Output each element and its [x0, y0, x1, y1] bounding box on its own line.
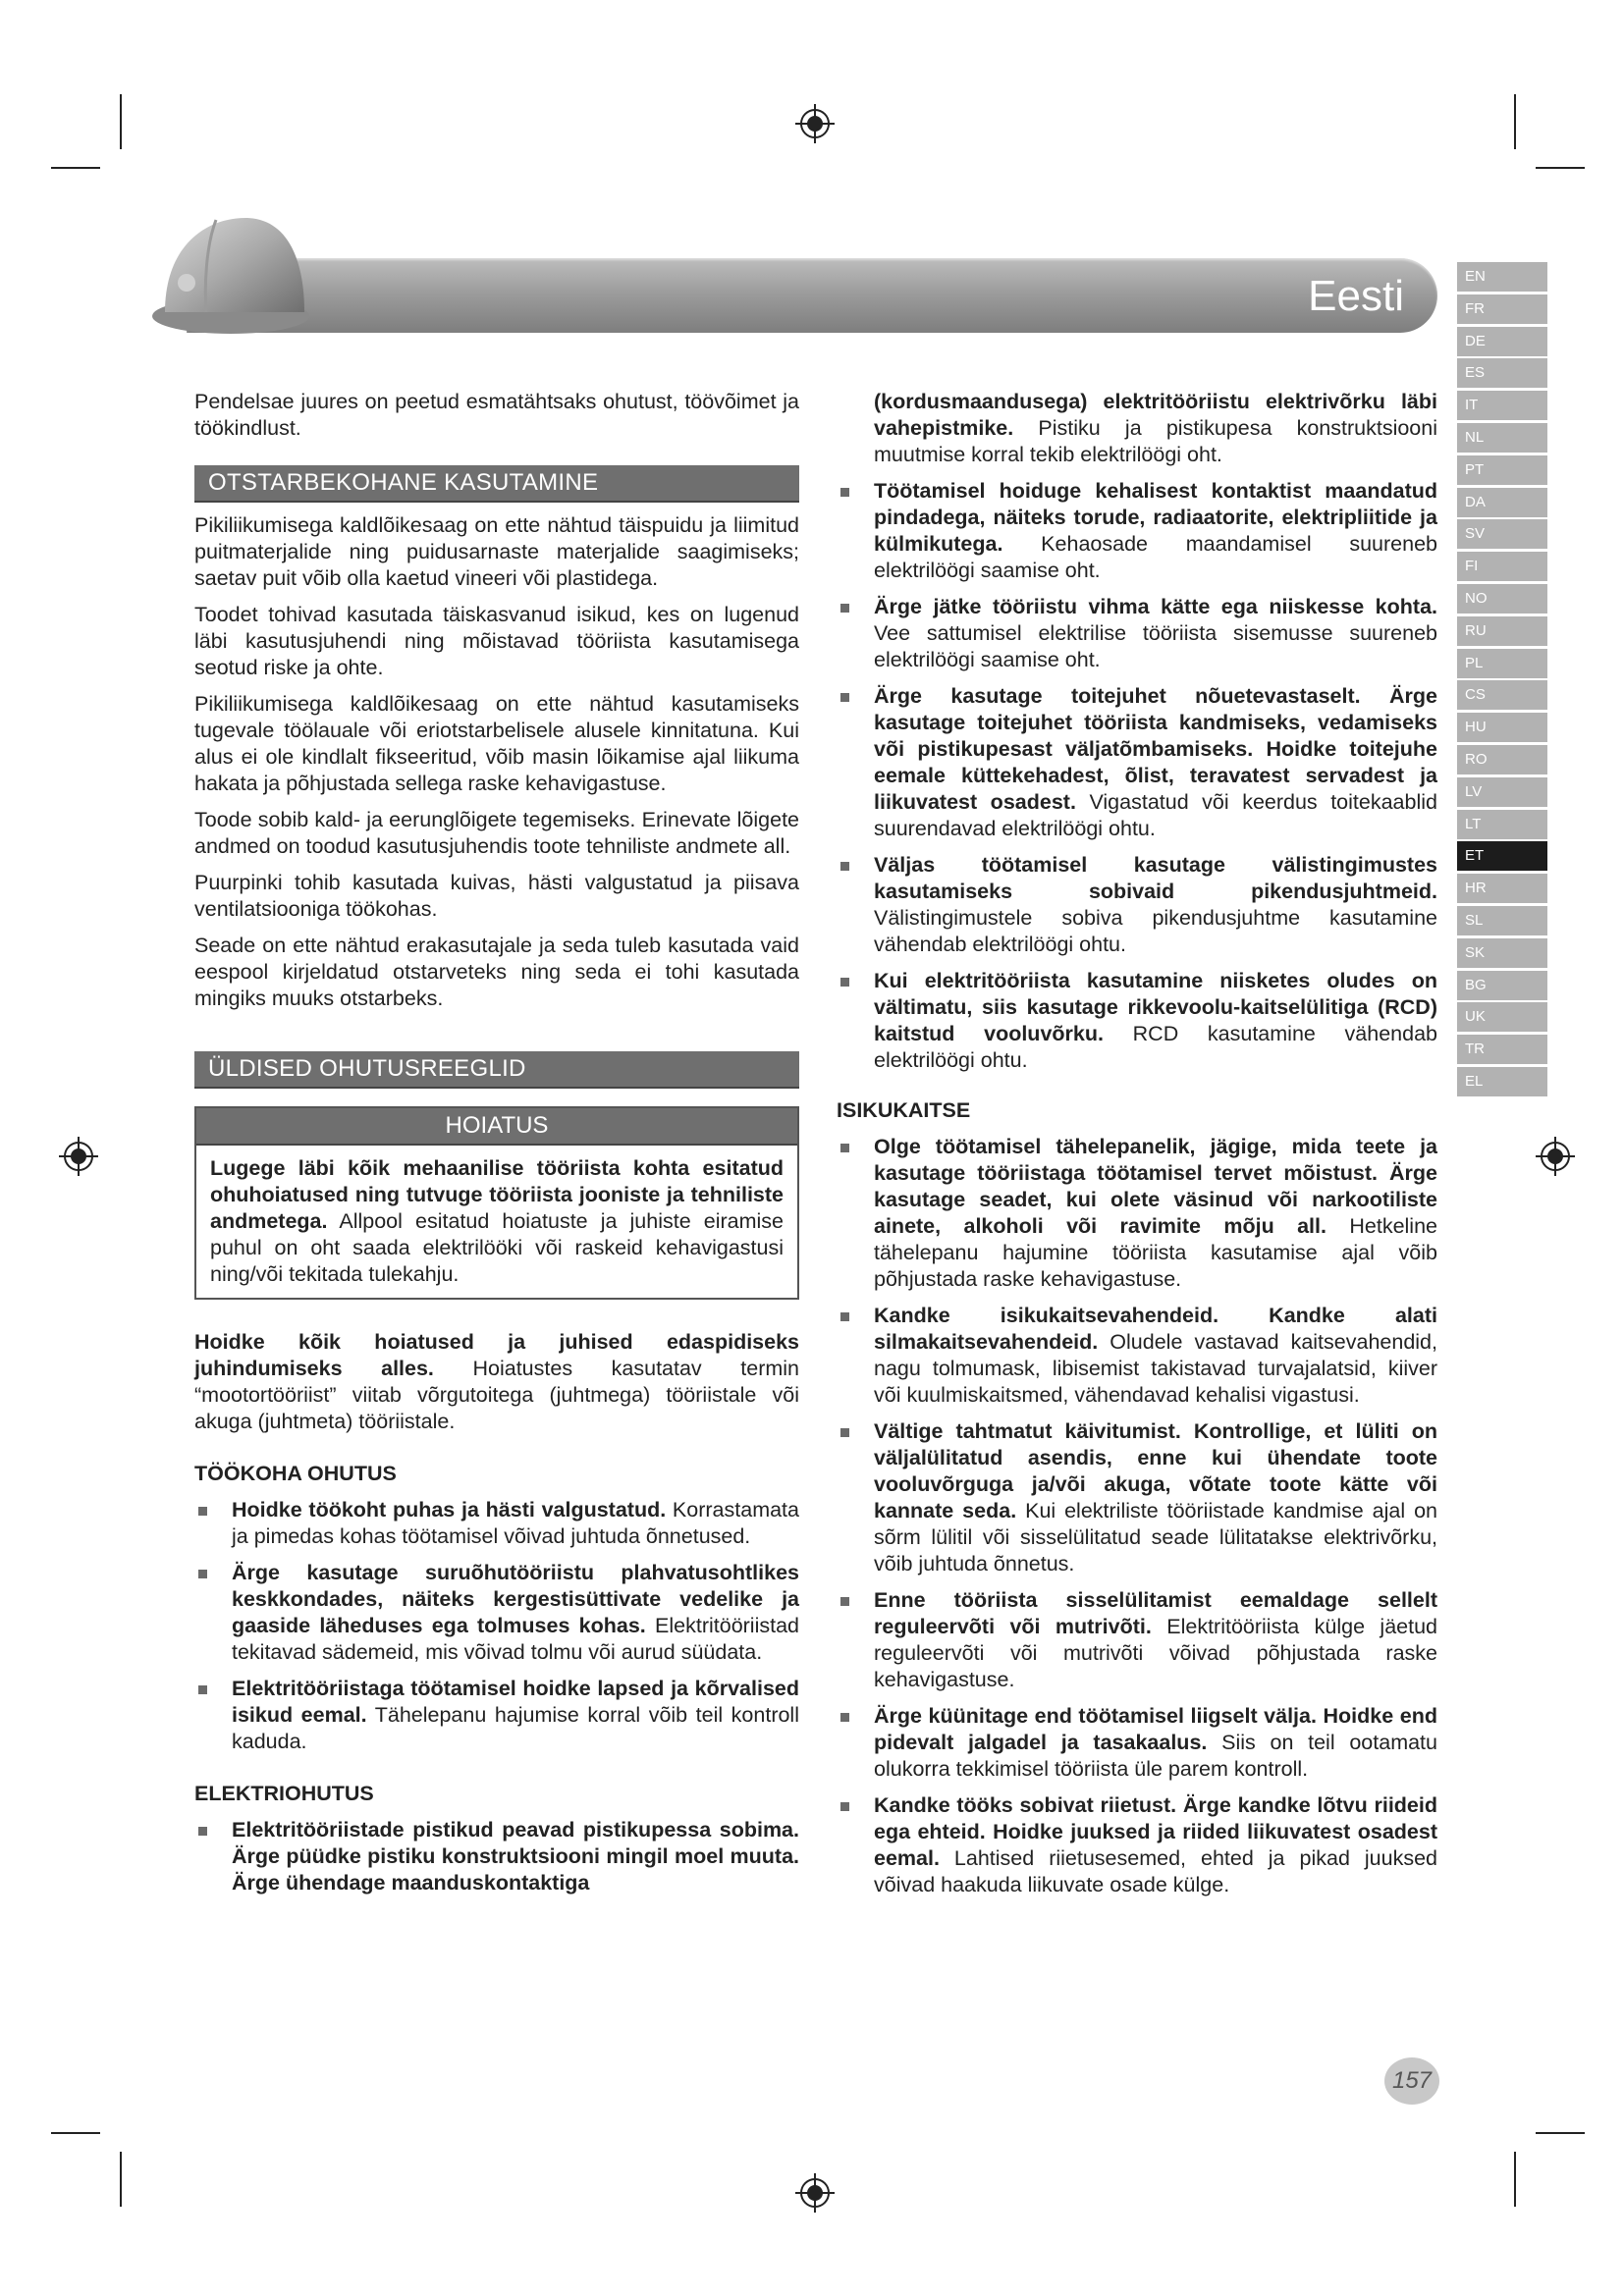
section-heading-intended-use: OTSTARBEKOHANE KASUTAMINE — [194, 465, 799, 503]
list-item: Väljas töötamisel kasutage välistingimustes kasutamiseks sobivaid pikendusjuhtmeid. Välistingimustele sobiva pikendusjuhtme kasutamine vähendab elektrilöögi ohtu. — [837, 852, 1437, 958]
language-tab-lt[interactable]: LT — [1457, 810, 1547, 839]
language-tab-ru[interactable]: RU — [1457, 616, 1547, 646]
crop-mark — [1536, 167, 1585, 169]
language-tab-el[interactable]: EL — [1457, 1067, 1547, 1096]
subheading-electrical: ELEKTRIOHUTUS — [194, 1782, 374, 1805]
language-tab-sk[interactable]: SK — [1457, 938, 1547, 968]
list-item: Elektritööriistade pistikud peavad pistikupessa sobima. Ärge püüdke pistiku konstruktsiooni mingil moel muuta. Ärge ühendage maanduskontaktiga — [194, 1817, 799, 1896]
list-item: Ärge kasutage toitejuhet nõuetevastaselt. Ärge kasutage toitejuhet tööriista kandmiseks, vedamiseks või pistikupesast väljatõmbamiseks. Hoidke toitejuhe eemale küttekehadest, õlist, teravatest servadest ja liikuvatest osadest. Vigastatud või keerdus toitekaablid suurendavad elektrilöögi ohtu. — [837, 683, 1437, 842]
language-tab-fi[interactable]: FI — [1457, 552, 1547, 581]
keep-instructions: Hoidke kõik hoiatused ja juhised edaspidiseks juhindumiseks alles. Hoiatustes kasutatav termin “mootortööriist” viitab võrgutoitega (juhtmega) tööriistale või akuga (juhtmeta) tööriistale. — [194, 1330, 799, 1433]
electrical-list — [194, 1817, 799, 1896]
language-tab-pl[interactable]: PL — [1457, 649, 1547, 678]
list-item: Töötamisel hoiduge kehalisest kontaktist maandatud pindadega, näiteks torude, radiaatorite, elektripliitide ja külmikutega. Kehaosade maandamisel suureneb elektrilöögi saamise oht. — [837, 478, 1437, 584]
list-item: Vältige tahtmatut käivitumist. Kontrollige, et lüliti on väljalülitatud asendis, enne kui ühendate toote vooluvõrguga ja/või akuga, võtate toote kätte või kannate seda. Kui elektriliste tööriistade kandmise ajal on sõrm lülitil või sisselülitatud seade lülitatakse elektrivõrku, võib juhtuda õnnetus. — [837, 1418, 1437, 1577]
list-item: Kui elektritööriista kasutamine niisketes oludes on vältimatu, siis kasutage rikkevoolu-kaitselülitiga (RCD) kaitstud vooluvõrku. RCD kasutamine vähendab elektrilöögi ohtu. — [837, 968, 1437, 1074]
language-tab-hu[interactable]: HU — [1457, 713, 1547, 742]
list-item: Kandke tööks sobivat riietust. Ärge kandke lõtvu riideid ega ehteid. Hoidke juuksed ja riided liikuvatest osadest eemal. Lahtised riietusesemed, ehted ja pikad juuksed võivad haakuda liikuvate osade külge. — [837, 1792, 1437, 1898]
language-tab-es[interactable]: ES — [1457, 358, 1547, 388]
language-tab-sv[interactable]: SV — [1457, 519, 1547, 549]
crop-mark — [120, 2152, 122, 2207]
language-tab-pt[interactable]: PT — [1457, 455, 1547, 485]
page-title: Eesti — [1308, 272, 1404, 320]
language-tab-da[interactable]: DA — [1457, 488, 1547, 517]
list-item: Kandke isikukaitsevahendeid. Kandke alati silmakaitsevahendeid. Oludele vastavad kaitsevahendid, nagu tolmumask, libisemist takistavad turvajalatsid, kiiver või kuulmiskaitsmed, vähendavad kehalisi vigastusi. — [837, 1303, 1437, 1409]
electrical-list-continued — [837, 478, 1437, 1074]
language-tab-nl[interactable]: NL — [1457, 423, 1547, 453]
section-heading-general-safety: ÜLDISED OHUTUSREEGLID — [194, 1051, 799, 1089]
paragraph: Seade on ette nähtud erakasutajale ja seda tuleb kasutada vaid eespool kirjeldatud otstarveteks ning seda ei tohi kasutada mingiks muuks otstarbeks. — [194, 934, 799, 1010]
helmet-icon — [147, 206, 314, 339]
intro-paragraph: Pendelsae juures on peetud esmatähtsaks ohutust, töövõimet ja töökindlust. — [194, 390, 799, 440]
list-item: Enne tööriista sisselülitamist eemaldage sellelt reguleervõti või mutrivõti. Elektritööriista külge jäetud reguleervõti või mutrivõti võivad põhjustada raske kehavigastuse. — [837, 1587, 1437, 1693]
language-tab-lv[interactable]: LV — [1457, 777, 1547, 807]
language-tab-tr[interactable]: TR — [1457, 1035, 1547, 1064]
language-tab-fr[interactable]: FR — [1457, 294, 1547, 324]
right-column — [837, 389, 1437, 1908]
subheading-personal-protection: ISIKUKAITSE — [837, 1098, 971, 1122]
personal-list — [837, 1134, 1437, 1898]
subheading-work-area: TÖÖKOHA OHUTUS — [194, 1462, 397, 1485]
work-area-list — [194, 1497, 799, 1755]
paragraph: Pikiliikumisega kaldlõikesaag on ette nähtud täispuidu ja liimitud puitmaterjalide ning puidusarnaste materjalide saagimiseks; saetav puit võib olla kaetud vineeri või plastidega. — [194, 513, 799, 590]
paragraph: Toodet tohivad kasutada täiskasvanud isikud, kes on lugenud läbi kasutusjuhendi ning mõistavad tööriista kasutamisega seotud riske ja ohte. — [194, 603, 799, 679]
language-tab-ro[interactable]: RO — [1457, 745, 1547, 774]
language-tab-it[interactable]: IT — [1457, 391, 1547, 420]
registration-mark-icon — [57, 1135, 100, 1178]
list-item: Ärge jätke tööriistu vihma kätte ega niiskesse kohta. Vee sattumisel elektrilise tööriista sisemusse suureneb elektrilöögi saamise oht. — [837, 594, 1437, 673]
crop-mark — [51, 2132, 100, 2134]
registration-mark-icon — [1534, 1135, 1577, 1178]
paragraph: Pikiliikumisega kaldlõikesaag on ette nähtud kasutamiseks tugevale töölauale või eriotstarbelisele alusele kinnitatuna. Kui alus ei ole kindlalt fikseeritud, võib masin lõikamise ajal liikuma hakata ja põhjustada sellega raske kehavigastuse. — [194, 692, 799, 795]
language-tab-de[interactable]: DE — [1457, 327, 1547, 356]
language-sidebar — [1457, 262, 1547, 1099]
registration-mark-icon — [793, 102, 837, 145]
warning-box — [194, 1106, 799, 1300]
page-number: 157 — [1384, 2057, 1439, 2105]
language-tab-hr[interactable]: HR — [1457, 874, 1547, 903]
crop-mark — [1514, 2152, 1516, 2207]
registration-mark-icon — [793, 2171, 837, 2215]
warning-text: Lugege läbi kõik mehaanilise tööriista kohta esitatud ohuhoiatused ning tutvuge tööriista jooniste ja tehniliste andmetega. Allpool esitatud hoiatuste ja juhiste eiramise puhul on oht saada elektrilööki või raskeid kehavigastusi ning/või tekitada tulekahju. — [210, 1156, 784, 1286]
list-item: Olge töötamisel tähelepanelik, jägige, mida teete ja kasutage tööriistaga töötamisel tervet mõistust. Ärge kasutage seadet, kui olete väsinud või narkootiliste ainete, alkoholi või ravimite mõju all. Hetkeline tähelepanu hajumine tööriista kasutamise ajal võib põhjustada raske kehavigastuse. — [837, 1134, 1437, 1293]
language-tab-sl[interactable]: SL — [1457, 906, 1547, 935]
list-item: Ärge kasutage suruõhutööriistu plahvatusohtlikes keskkondades, näiteks kergestisüttivate vedelike ja gaaside läheduses ega tolmuses kohas. Elektritööriistad tekitavad sädemeid, mis võivad tolmu või aurud süüdata. — [194, 1560, 799, 1666]
language-tab-cs[interactable]: CS — [1457, 680, 1547, 710]
crop-mark — [51, 167, 100, 169]
electrical-continuation: (kordusmaandusega) elektritööriistu elektrivõrku läbi vahepistmike. Pistiku ja pistikupesa konstruktsiooni muutmise korral tekib elektrilöögi oht. — [874, 390, 1437, 466]
crop-mark — [1514, 94, 1516, 149]
list-item: Ärge küünitage end töötamisel liigselt välja. Hoidke end pidevalt jalgadel ja tasakaalus. Siis on teil ootamatu olukorra tekkimisel tööriista üle parem kontroll. — [837, 1703, 1437, 1783]
language-tab-uk[interactable]: UK — [1457, 1002, 1547, 1032]
language-tab-no[interactable]: NO — [1457, 584, 1547, 614]
left-column — [194, 389, 799, 1906]
header-bar — [187, 258, 1437, 333]
paragraph: Toode sobib kald- ja eerunglõigete tegemiseks. Erinevate lõigete andmed on toodud kasutusjuhendis toote tehniliste andmete all. — [194, 808, 799, 858]
language-tab-en[interactable]: EN — [1457, 262, 1547, 292]
list-item: Hoidke töökoht puhas ja hästi valgustatud. Korrastamata ja pimedas kohas töötamisel võivad juhtuda õnnetused. — [194, 1497, 799, 1550]
paragraph: Puurpinki tohib kasutada kuivas, hästi valgustatud ja piisava ventilatsiooniga töökohas. — [194, 871, 799, 921]
crop-mark — [1536, 2132, 1585, 2134]
crop-mark — [120, 94, 122, 149]
list-item: Elektritööriistaga töötamisel hoidke lapsed ja kõrvalised isikud eemal. Tähelepanu hajumise korral võib teil kontroll kaduda. — [194, 1676, 799, 1755]
warning-title: HOIATUS — [196, 1108, 797, 1146]
language-tab-bg[interactable]: BG — [1457, 971, 1547, 1000]
language-tab-et[interactable]: ET — [1457, 841, 1547, 871]
